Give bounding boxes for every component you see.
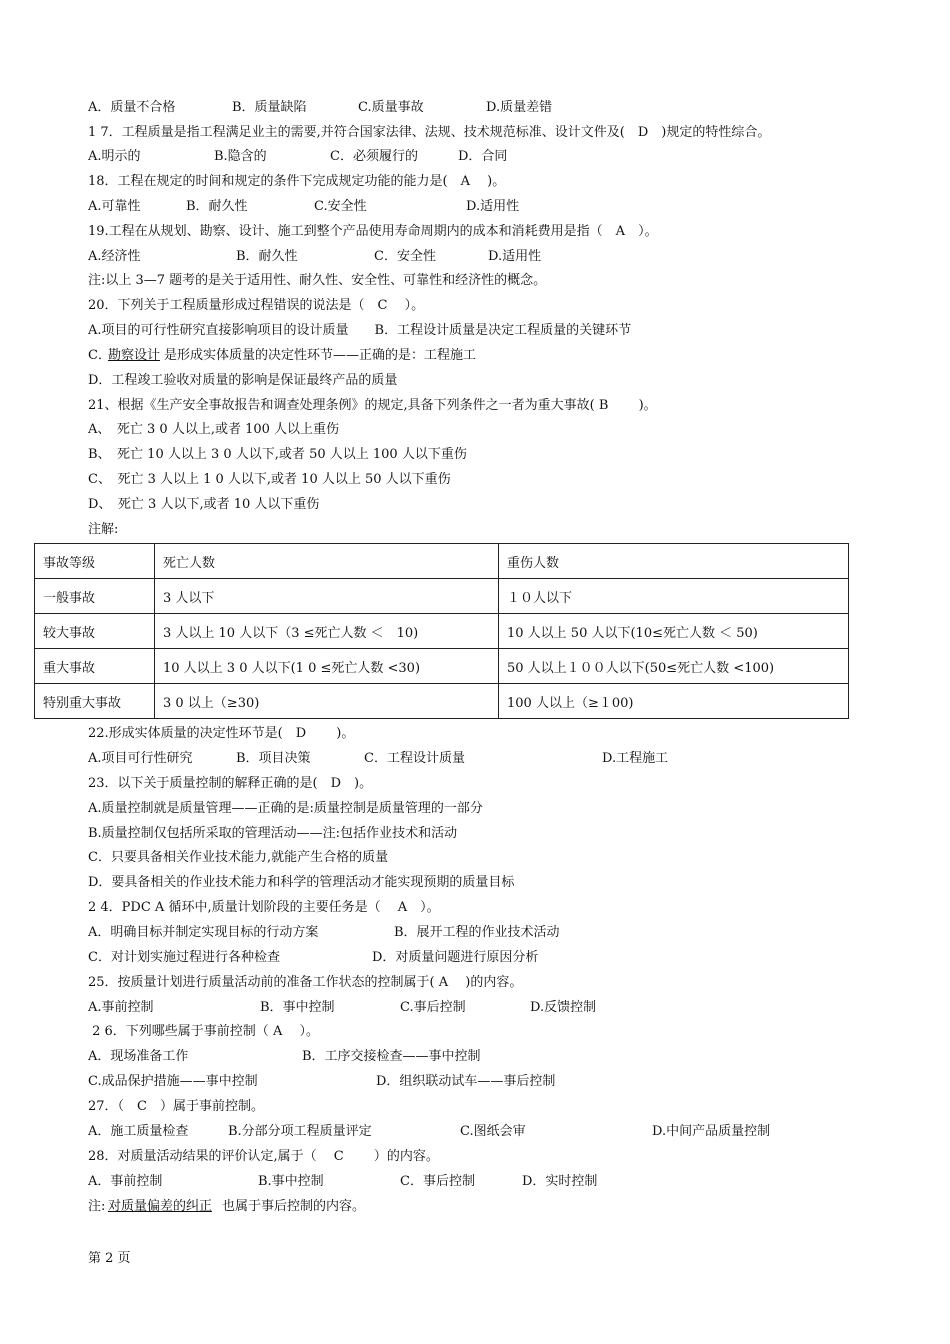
question-27: 27．（ C ）属于事前控制。 <box>88 1099 264 1114</box>
table-cell: 10 人以上 3 0 人以下(1 0 ≤死亡人数 <30) <box>155 649 499 684</box>
q21-option-b: B、 死亡 10 人以上 3 0 人以下,或者 50 人以上 100 人以下重伤 <box>88 447 467 462</box>
table-cell: 特别重大事故 <box>35 684 155 719</box>
q20-option-ab: A.项目的可行性研究直接影响项目的设计质量 B．工程设计质量是决定工程质量的关键环节 <box>88 323 632 338</box>
question-20: 20．下列关于工程质量形成过程错误的说法是（ C ）。 <box>88 298 425 313</box>
question-28: 28．对质量活动结果的评价认定,属于（ C ）的内容。 <box>88 1149 439 1164</box>
table-cell: 较大事故 <box>35 614 155 649</box>
q23-option-a: A.质量控制就是质量管理——正确的是:质量控制是质量管理的一部分 <box>88 801 483 816</box>
q20-option-d: D．工程竣工验收对质量的影响是保证最终产品的质量 <box>88 373 398 388</box>
option-d: D．对质量问题进行原因分析 <box>372 950 539 965</box>
option-d: D.质量差错 <box>486 100 553 115</box>
table-cell: 50 人以上１００人以下(50≤死亡人数 <100) <box>499 649 849 684</box>
table-cell: 3 0 以上（≥30) <box>155 684 499 719</box>
option-a: A．明确目标并制定实现目标的行动方案 <box>88 925 319 940</box>
q24-options-cd <box>88 949 539 967</box>
option-c: C．必须履行的 <box>330 149 418 164</box>
option-d: D.中间产品质量控制 <box>652 1124 771 1139</box>
q16-options <box>88 99 553 117</box>
table-header: 死亡人数 <box>155 544 499 579</box>
option-c: C．对计划实施过程进行各种检查 <box>88 950 280 965</box>
option-b: B．耐久性 <box>236 249 298 264</box>
q23-option-b: B.质量控制仅包括所采取的管理活动——注:包括作业技术和活动 <box>88 826 458 841</box>
q27-options <box>88 1123 771 1141</box>
option-a: A．事前控制 <box>88 1174 163 1189</box>
option-d: D.工程施工 <box>602 751 669 766</box>
option-a: A.可靠性 <box>88 199 141 214</box>
q21-option-a: A、 死亡 3 0 人以上,或者 100 人以上重伤 <box>88 422 340 437</box>
table-cell: 重大事故 <box>35 649 155 684</box>
question-23: 23．以下关于质量控制的解释正确的是( D )。 <box>88 776 373 791</box>
option-a: A.事前控制 <box>88 1000 154 1015</box>
q22-options <box>88 750 669 768</box>
table-cell: 一般事故 <box>35 579 155 614</box>
question-19: 19.工程在从规划、勘察、设计、施工到整个产品使用寿命周期内的成本和消耗费用是指（ A ）。 <box>88 224 658 239</box>
option-d: D.适用性 <box>466 199 520 214</box>
question-21: 21、根据《生产安全事故报告和调查处理条例》的规定,具备下列条件之一者为重大事故( B )。 <box>88 398 657 413</box>
note-correction: 注: 对质量偏差的纠正 也属于事后控制的内容。 <box>88 1199 366 1214</box>
option-d: D．实时控制 <box>522 1174 598 1189</box>
table-row <box>35 649 849 684</box>
q26-options-ab <box>88 1048 481 1066</box>
page-number: 第 2 页 <box>88 1251 131 1266</box>
option-a: A．现场准备工作 <box>88 1049 189 1064</box>
option-b: B．展开工程的作业技术活动 <box>394 925 560 940</box>
option-b: B．项目决策 <box>236 751 311 766</box>
table-header: 重伤人数 <box>499 544 849 579</box>
table-header: 事故等级 <box>35 544 155 579</box>
option-c: C．工程设计质量 <box>364 751 465 766</box>
question-17: 1 7．工程质量是指工程满足业主的需要,并符合国家法律、法规、技术规范标准、设计文件及( D )规定的特性综合。 <box>88 125 771 140</box>
option-d: D.适用性 <box>488 249 542 264</box>
underlined-term: 对质量偏差的纠正 <box>108 1199 213 1214</box>
table-cell: 10 人以上 50 人以下(10≤死亡人数 ＜ 50) <box>499 614 849 649</box>
option-b: B.分部分项工程质量评定 <box>228 1124 372 1139</box>
question-18: 18．工程在规定的时间和规定的条件下完成规定功能的能力是( A )。 <box>88 174 506 189</box>
q28-options <box>88 1173 598 1191</box>
table-row <box>35 614 849 649</box>
option-c: C.事后控制 <box>400 1000 466 1015</box>
q17-options <box>88 148 508 166</box>
option-c: C.成品保护措施——事中控制 <box>88 1074 258 1089</box>
q26-options-cd <box>88 1073 556 1091</box>
q25-options <box>88 999 597 1017</box>
option-b: B．质量缺陷 <box>232 100 307 115</box>
option-b: B.事中控制 <box>258 1174 324 1189</box>
option-b: B.隐含的 <box>214 149 267 164</box>
option-a: A.项目可行性研究 <box>88 751 193 766</box>
note-label: 注解: <box>88 522 119 537</box>
table-row <box>35 579 849 614</box>
question-22: 22.形成实体质量的决定性环节是( D )。 <box>88 726 355 741</box>
q23-option-d: D．要具备相关的作业技术能力和科学的管理活动才能实现预期的质量目标 <box>88 875 515 890</box>
option-b: B．事中控制 <box>260 1000 335 1015</box>
q23-option-c: C．只要具备相关作业技术能力,就能产生合格的质量 <box>88 850 389 865</box>
option-c: C．安全性 <box>374 249 436 264</box>
q21-option-d: D、 死亡 3 人以下,或者 10 人以下重伤 <box>88 497 320 512</box>
q19-options <box>88 248 542 266</box>
q18-options <box>88 198 520 216</box>
q24-options-ab <box>88 924 560 942</box>
option-d: D．组织联动试车——事后控制 <box>376 1074 556 1089</box>
table-cell: 100 人以上（≥１00) <box>499 684 849 719</box>
option-c: C.图纸会审 <box>460 1124 526 1139</box>
option-d: D．合同 <box>458 149 508 164</box>
option-c: C.质量事故 <box>358 100 424 115</box>
q21-option-c: C、 死亡 3 人以上 1 0 人以下,或者 10 人以上 50 人以下重伤 <box>88 472 451 487</box>
option-a: A．质量不合格 <box>88 100 176 115</box>
q20-option-c: C． 勘察设计 是形成实体质量的决定性环节——正确的是：工程施工 <box>88 348 477 363</box>
table-row <box>35 684 849 719</box>
option-c: C．事后控制 <box>400 1174 475 1189</box>
question-24: 2 4．PDC A 循环中,质量计划阶段的主要任务是（ A ）。 <box>88 900 440 915</box>
option-a: A.经济性 <box>88 249 141 264</box>
option-a: A．施工质量检查 <box>88 1124 189 1139</box>
question-26: 2 6．下列哪些属于事前控制（ A ）。 <box>88 1024 319 1039</box>
accident-level-table <box>34 543 849 719</box>
option-c: C.安全性 <box>314 199 367 214</box>
note-concepts: 注:以上 3—7 题考的是关于适用性、耐久性、安全性、可靠性和经济性的概念。 <box>88 273 547 288</box>
table-cell: 3 人以上 10 人以下（3 ≤死亡人数 ＜ 10) <box>155 614 499 649</box>
question-25: 25．按质量计划进行质量活动前的准备工作状态的控制属于( A )的内容。 <box>88 975 523 990</box>
option-a: A.明示的 <box>88 149 141 164</box>
underlined-term: 勘察设计 <box>108 348 161 363</box>
table-cell: 3 人以下 <box>155 579 499 614</box>
table-header-row <box>35 544 849 579</box>
option-b: B．工序交接检查——事中控制 <box>302 1049 481 1064</box>
option-b: B．耐久性 <box>186 199 248 214</box>
table-cell: １０人以下 <box>499 579 849 614</box>
option-d: D.反馈控制 <box>530 1000 597 1015</box>
